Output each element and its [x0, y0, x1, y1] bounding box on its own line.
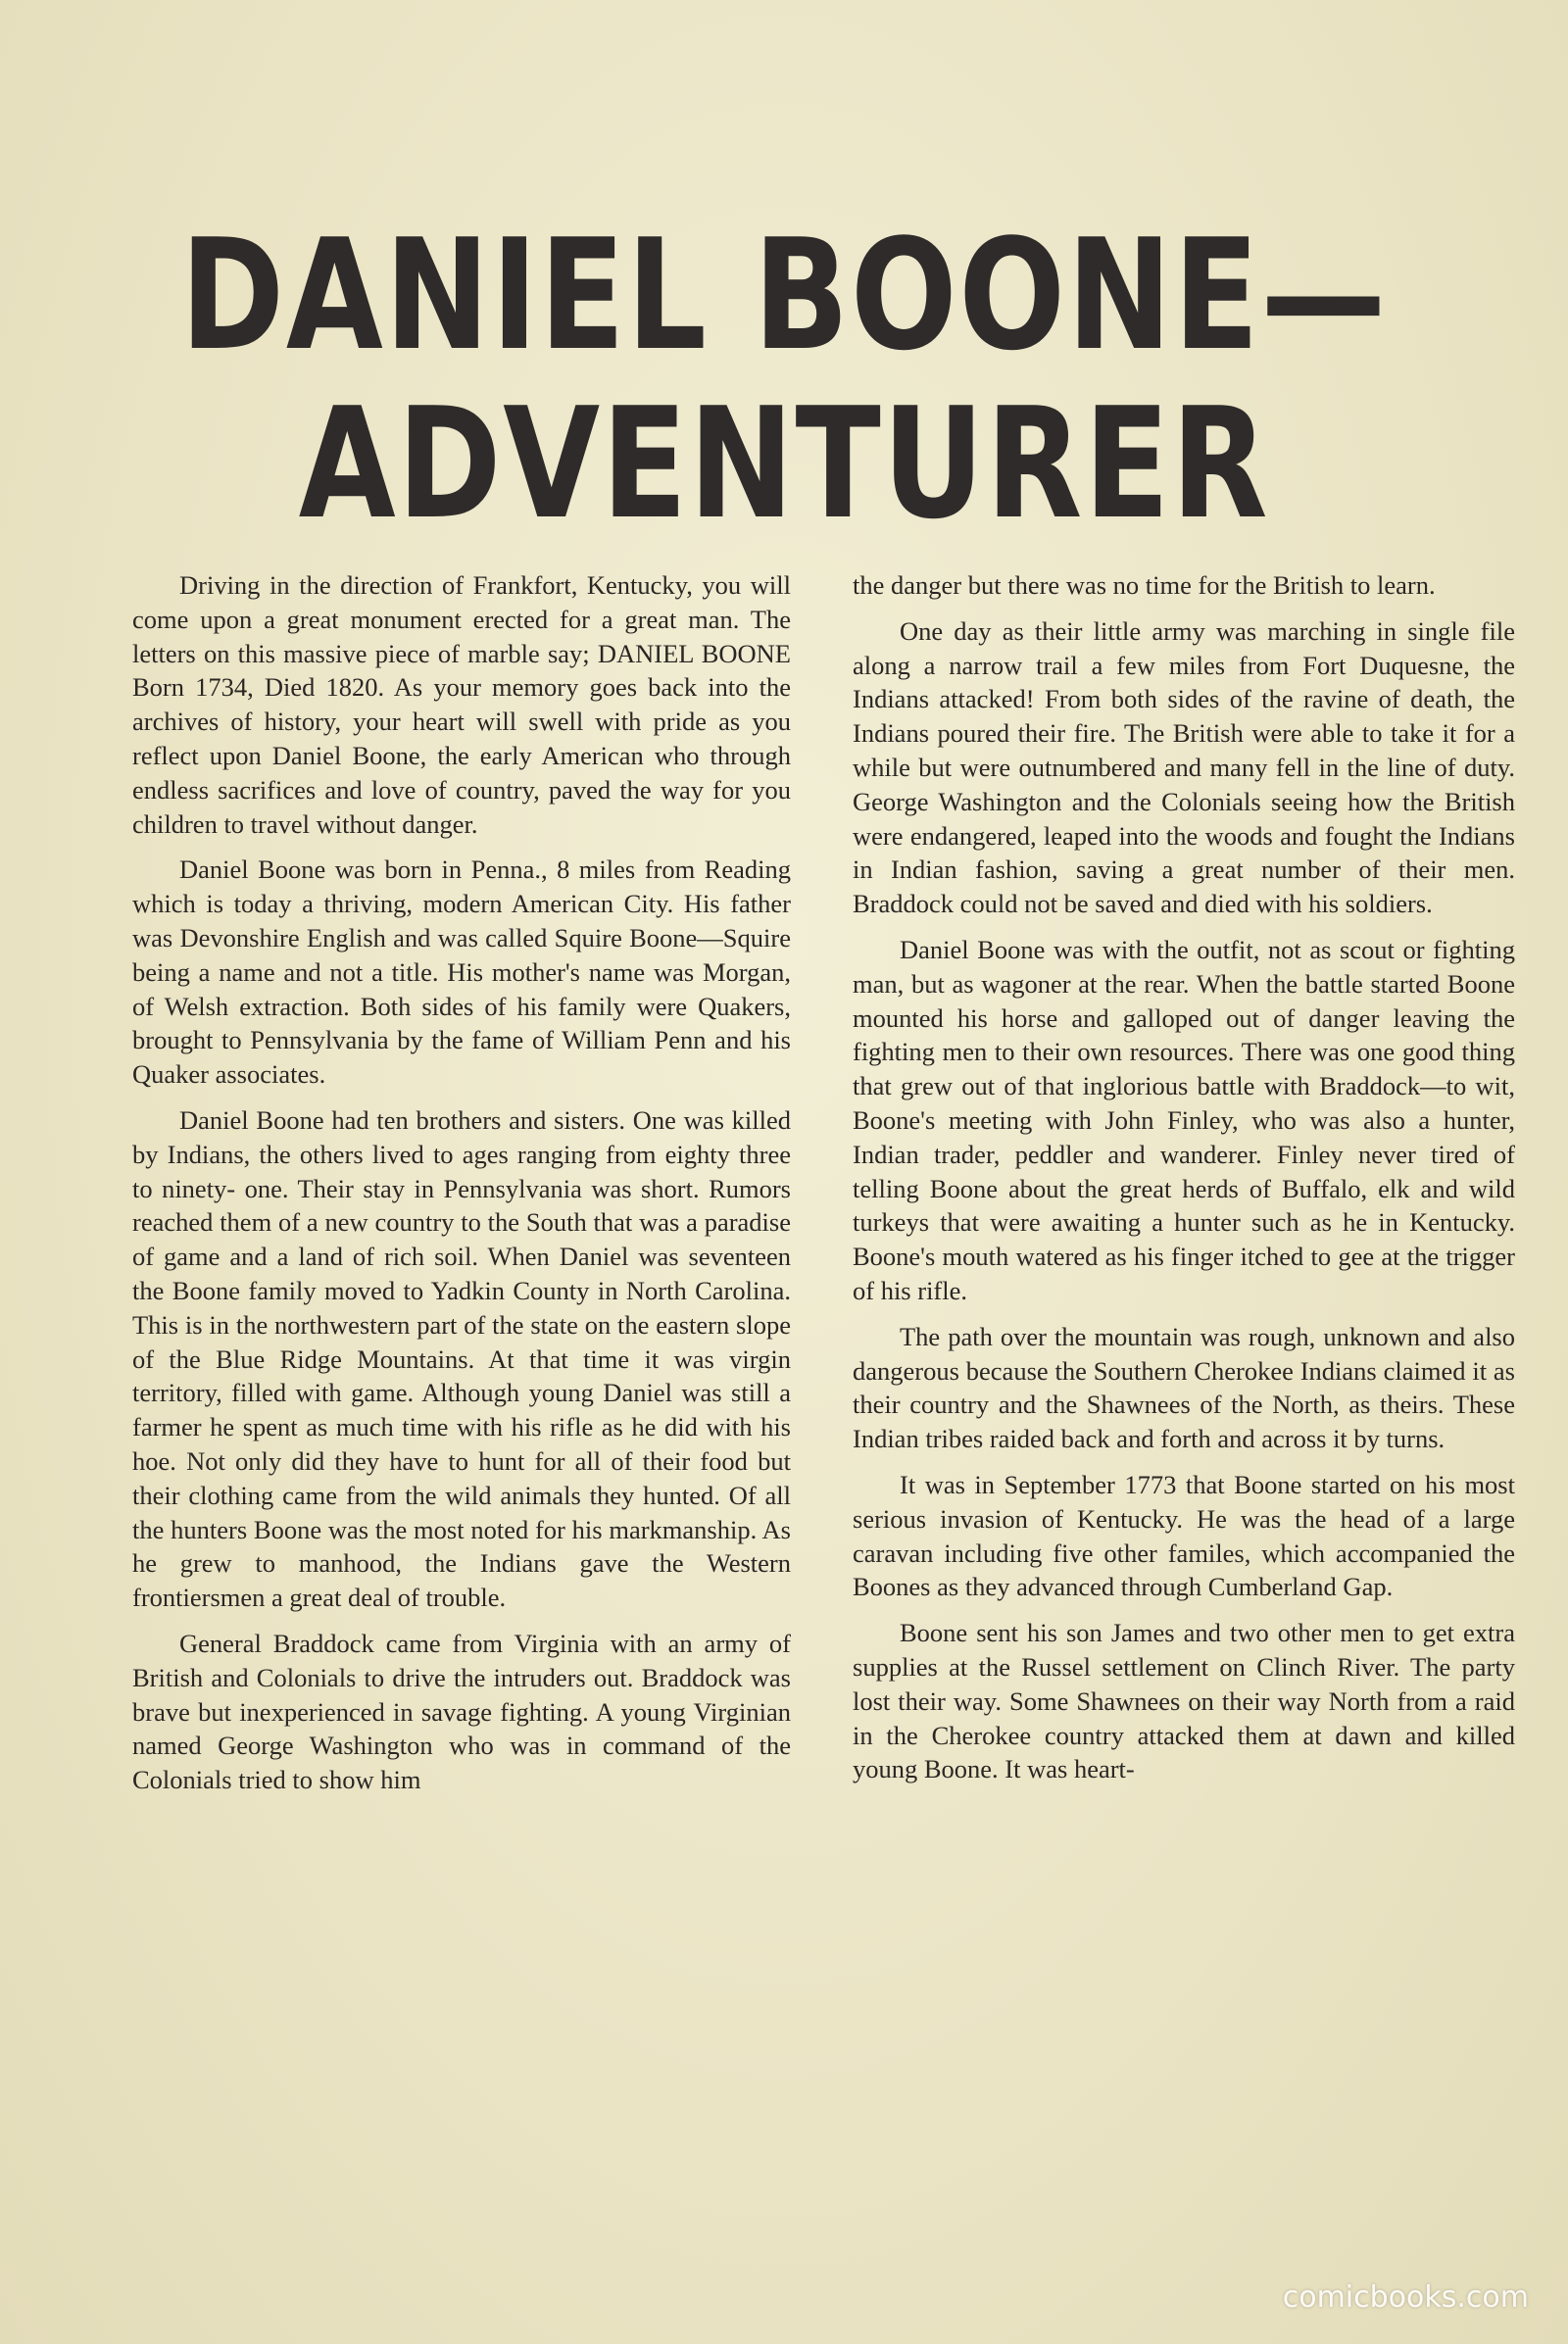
article-title: [141, 206, 1427, 553]
left-column: [132, 568, 791, 1797]
paragraph: Boone sent his son James and two other men to get extra supplies at the Russel settlement on Clinch River. The party lost their way. Some Shawnees on their way North from a raid in the Cherokee country attacked them at dawn and killed young Boone. It was heart-: [853, 1618, 1515, 1784]
paragraph: The path over the mountain was rough, unknown and also dangerous because the Southern Cherokee Indians claimed it as their country and the Shawnees of the North, as theirs. These Indian tribes raided back and forth and across it by turns.: [853, 1321, 1515, 1454]
title-line-2: ADVENTURER: [298, 374, 1270, 553]
paragraph: Daniel Boone had ten brothers and sisters. One was killed by Indians, the others lived to ages ranging from eighty three to ninety- one. Their stay in Pennsylvania was short. Rumors reached them of a new country to the South that was a paradise of game and a land of rich soil. When Daniel was seventeen the Boone family moved to Yadkin County in North Carolina. This is in the northwestern part of the state on the eastern slope of the Blue Ridge Mountains. At that time it was virgin territory, filled with game. Although young Daniel was still a farmer he spent as much time with his rifle as he did with his hoe. Not only did they have to hunt for all of their food but their clothing came from the wild animals they hunted. Of all the hunters Boone was the most noted for his markmanship. As he grew to manhood, the Indians gave the Western frontiersmen a great deal of trouble.: [132, 1104, 791, 1613]
paragraph: General Braddock came from Virginia with an army of British and Colonials to drive the intruders out. Braddock was brave but inexperienced in savage fighting. A young Virginian named George Washington who was in command of the Colonials tried to show him: [132, 1628, 791, 1795]
watermark: comicbooks.com: [1282, 2280, 1529, 2315]
right-column: [853, 568, 1515, 1786]
paragraph: One day as their little army was marching in single file along a narrow trail a few miles from Fort Duquesne, the Indians attacked! From both sides of the ravine of death, the Indians poured their fire. The British were able to take it for a while but were outnumbered and many fell in the line of duty. George Washington and the Colonials seeing how the British were endangered, leaped into the woods and fought the Indians in Indian fashion, saving a great number of their men. Braddock could not be saved and died with his soldiers.: [853, 615, 1515, 919]
title-line-1: DANIEL BOONE—: [180, 206, 1388, 384]
paragraph: the danger but there was no time for the British to learn.: [853, 570, 1436, 600]
paragraph: Daniel Boone was born in Penna., 8 miles from Reading which is today a thriving, modern American City. His father was Devonshire English and was called Squire Boone—Squire being a name and not a title. His mother's name was Morgan, of Welsh extraction. Both sides of his family were Quakers, brought to Pennsylvania by the fame of William Penn and his Quaker associates.: [132, 855, 791, 1090]
paragraph: It was in September 1773 that Boone started on his most serious invasion of Kentucky. He was the head of a large caravan including five other familes, which accompanied the Boones as they advanced through Cumberland Gap.: [853, 1469, 1515, 1602]
paragraph: Driving in the direction of Frankfort, Kentucky, you will come upon a great monument erected for a great man. The letters on this massive piece of marble say; DANIEL BOONE Born 1734, Died 1820. As your memory goes back into the archives of history, your heart will swell with pride as you reflect upon Daniel Boone, the early American who through endless sacrifices and love of country, paved the way for you children to travel without danger.: [132, 570, 791, 839]
paragraph: Daniel Boone was with the outfit, not as scout or fighting man, but as wagoner at the rear. When the battle started Boone mounted his horse and galloped out of danger leaving the fighting men to their own resources. There was one good thing that grew out of that inglorious battle with Braddock—to wit, Boone's meeting with John Finley, who was also a hunter, Indian trader, peddler and wanderer. Finley never tired of telling Boone about the great herds of Buffalo, elk and wild turkeys that were awaiting a hunter such as he in Kentucky. Boone's mouth watered as his finger itched to gee at the trigger of his rifle.: [853, 934, 1515, 1305]
